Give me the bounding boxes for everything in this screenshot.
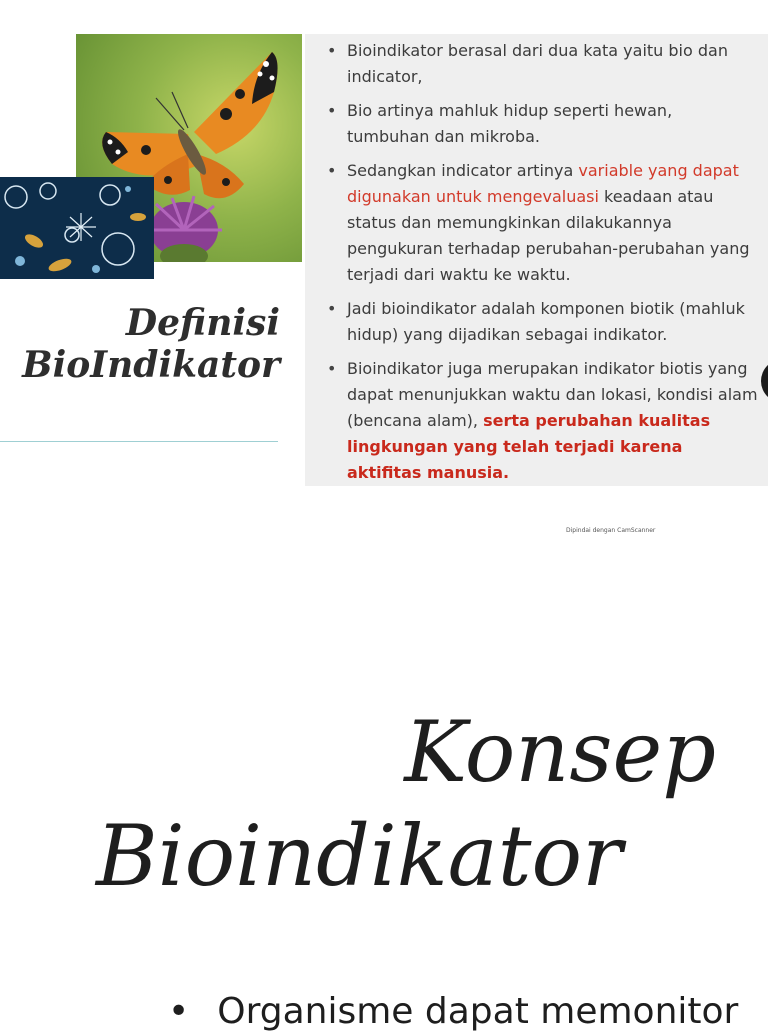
scanner-watermark: Dipindai dengan CamScanner [566, 527, 656, 534]
bullet-dot: • [168, 991, 190, 1032]
bullet-text: Jadi bioindikator adalah komponen biotik (mahluk hidup) yang dijadikan sebagai indikator. [347, 299, 745, 344]
plankton-photo [0, 177, 154, 279]
bullet-item [327, 38, 758, 90]
slide2-bullet-text: Organisme dapat memonitor [217, 991, 739, 1032]
definition-text-panel [305, 34, 768, 486]
slide1-title-line2: BioIndikator [22, 344, 280, 386]
thistle-flower [148, 196, 222, 262]
bullet-item [327, 98, 758, 150]
bullet-item [327, 158, 758, 288]
slide1-title-line1: Definisi [125, 302, 280, 344]
bullet-item [327, 356, 758, 486]
slide2-title-line2: Bioindikator [96, 807, 623, 905]
highlighted-bold-text: serta perubahan kualitas lingkungan yang telah terjadi karena aktifitas manusia. [347, 411, 711, 482]
slide-konsep-bioindikator-title [0, 700, 768, 908]
slide-definisi-bioindikator [0, 34, 768, 486]
plankton-image [0, 177, 154, 279]
bullet-text: Bioindikator juga merupakan indikator biotis yang dapat menunjukkan waktu dan lokasi, kondisi alam (bencana alam), [347, 359, 758, 430]
slide2-bullet-item [168, 990, 738, 1034]
bullet-text: Bioindikator berasal dari dua kata yaitu bio dan indicator, [347, 41, 728, 86]
bullet-text: Sedangkan indicator artinya [347, 161, 579, 180]
bullet-item [327, 296, 758, 348]
bullet-text: keadaan atau status dan memungkinkan dilakukannya pengukuran terhadap perubahan-perubahan yang terjadi dari waktu ke waktu. [347, 187, 750, 284]
definition-bullet-list [305, 34, 768, 486]
slide1-title [0, 302, 280, 386]
bullet-text: Bio artinya mahluk hidup seperti hewan, tumbuhan dan mikroba. [347, 101, 673, 146]
highlighted-text: variable yang dapat digunakan untuk mengevaluasi [347, 161, 739, 206]
slide2-title-line1: Konsep [404, 703, 716, 801]
title-divider [0, 441, 278, 442]
